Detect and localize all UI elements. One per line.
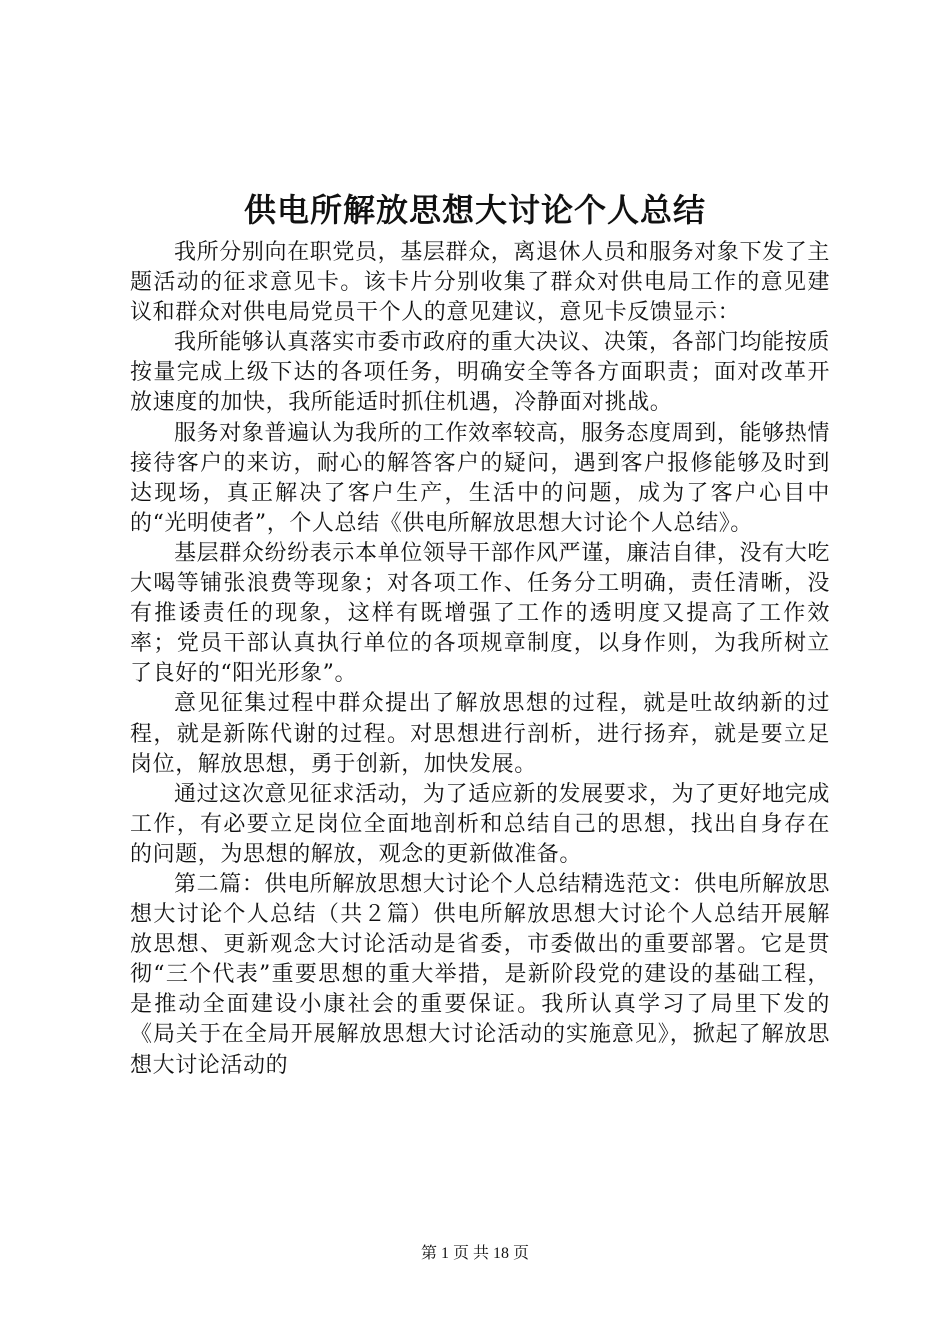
paragraph: 我所能够认真落实市委市政府的重大决议、决策，各部门均能按质按量完成上级下达的各项任务，明确安全等各方面职责；面对改革开放速度的加快，我所能适时抓住机遇，冷静面对挑战。 (130, 330, 830, 416)
paragraph: 服务对象普遍认为我所的工作效率较高，服务态度周到，能够热情接待客户的来访，耐心的解答客户的疑问，遇到客户报修能够及时到达现场，真正解决了客户生产，生活中的问题，成为了客户心目中的“光明使者”，个人总结《供电所解放思想大讨论个人总结》。 (130, 420, 830, 536)
paragraph: 意见征集过程中群众提出了解放思想的过程，就是吐故纳新的过程，就是新陈代谢的过程。对思想进行剖析，进行扬弃，就是要立足岗位，解放思想，勇于创新，加快发展。 (130, 691, 830, 777)
document-title: 供电所解放思想大讨论个人总结 (243, 191, 706, 229)
paragraph: 通过这次意见征求活动，为了适应新的发展要求，为了更好地完成工作，有必要立足岗位全面地剖析和总结自己的思想，找出自身存在的问题，为思想的解放，观念的更新做准备。 (130, 781, 830, 867)
page-number-footer: 第 1 页 共 18 页 (420, 1245, 529, 1262)
paragraph: 我所分别向在职党员，基层群众，离退休人员和服务对象下发了主题活动的征求意见卡。该卡片分别收集了群众对供电局工作的意见建议和群众对供电局党员干个人的意见建议，意见卡反馈显示： (130, 240, 830, 326)
paragraph: 基层群众纷纷表示本单位领导干部作风严谨，廉洁自律，没有大吃大喝等铺张浪费等现象；对各项工作、任务分工明确，责任清晰，没有推诿责任的现象，这样有既增强了工作的透明度又提高了工作效率；党员干部认真执行单位的各项规章制度，以身作则，为我所树立了良好的“阳光形象”。 (130, 540, 830, 687)
paragraph: 第二篇：供电所解放思想大讨论个人总结精选范文：供电所解放思想大讨论个人总结（共２篇）供电所解放思想大讨论个人总结开展解放思想、更新观念大讨论活动是省委，市委做出的重要部署。它是贯彻“三个代表”重要思想的重大举措，是新阶段党的建设的基础工程，是推动全面建设小康社会的重要保证。我所认真学习了局里下发的《局关于在全局开展解放思想大讨论活动的实施意见》，掀起了解放思想大讨论活动的 (130, 871, 830, 1078)
document-body (130, 238, 830, 1081)
